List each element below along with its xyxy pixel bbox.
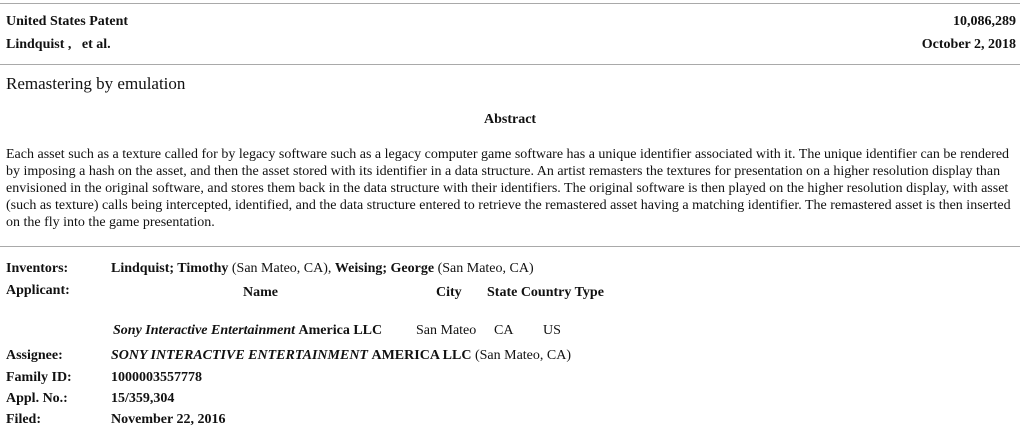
assignee-value	[111, 348, 571, 364]
top-divider	[0, 3, 1020, 4]
inventors-value	[111, 261, 534, 277]
applicant-row	[113, 323, 382, 339]
inventor-2-name: Weising; George	[334, 261, 435, 276]
inventor-2-location: (San Mateo, CA)	[437, 261, 534, 276]
assignee-name-italic: SONY INTERACTIVE ENTERTAINMENT	[111, 348, 368, 363]
patent-number: 10,086,289	[953, 14, 1016, 29]
appl-no-value: 15/359,304	[111, 391, 175, 406]
patent-label: United States Patent	[6, 14, 129, 29]
applicant-name-italic: Sony Interactive Entertainment	[113, 323, 296, 338]
applicant-state: CA	[494, 323, 514, 338]
inventors-label: Inventors:	[6, 261, 69, 276]
patent-date: October 2, 2018	[921, 37, 1016, 52]
family-id-label: Family ID:	[6, 370, 72, 385]
assignee-location: (San Mateo, CA)	[474, 348, 571, 363]
inventor-1-name: Lindquist; Timothy	[111, 261, 229, 276]
header-divider	[0, 64, 1020, 65]
inventor-short: Lindquist , et al.	[6, 37, 111, 52]
inventor-1-location: (San Mateo, CA),	[231, 261, 332, 276]
applicant-header-name: Name	[243, 285, 278, 300]
assignee-name-bold: AMERICA LLC	[371, 348, 472, 363]
filed-label: Filed:	[6, 412, 41, 427]
applicant-label: Applicant:	[6, 283, 70, 298]
abstract-text: Each asset such as a texture called for by legacy software such as a legacy computer game software has a unique identifier associated with it. The unique identifier can be rendered by imposing a hash on the asset, and then the asset stored with its identifier in a data structure. An artist remasters the textures for presentation on a higher resolution display than envisioned in the original software, and stores them back in the data structure with their identifiers. The original software is then played on the higher resolution display, with asset (such as texture) calls being intercepted, identified, and the data structure entered to retrieve the remastered asset having a matching identifier. The remastered asset is then inserted on the fly into the game presentation.	[6, 147, 1011, 230]
applicant-header-state-country-type: State Country Type	[487, 285, 604, 300]
patent-title: Remastering by emulation	[6, 74, 186, 93]
appl-no-label: Appl. No.:	[6, 391, 68, 406]
applicant-name-bold: America LLC	[298, 323, 383, 338]
applicant-country: US	[543, 323, 561, 338]
abstract-divider	[0, 246, 1020, 247]
filed-value: November 22, 2016	[111, 412, 226, 427]
abstract-heading: Abstract	[484, 112, 537, 127]
applicant-city: San Mateo	[416, 323, 477, 338]
applicant-header-city: City	[436, 285, 462, 300]
assignee-label: Assignee:	[6, 348, 63, 363]
family-id-value: 1000003557778	[111, 370, 202, 385]
